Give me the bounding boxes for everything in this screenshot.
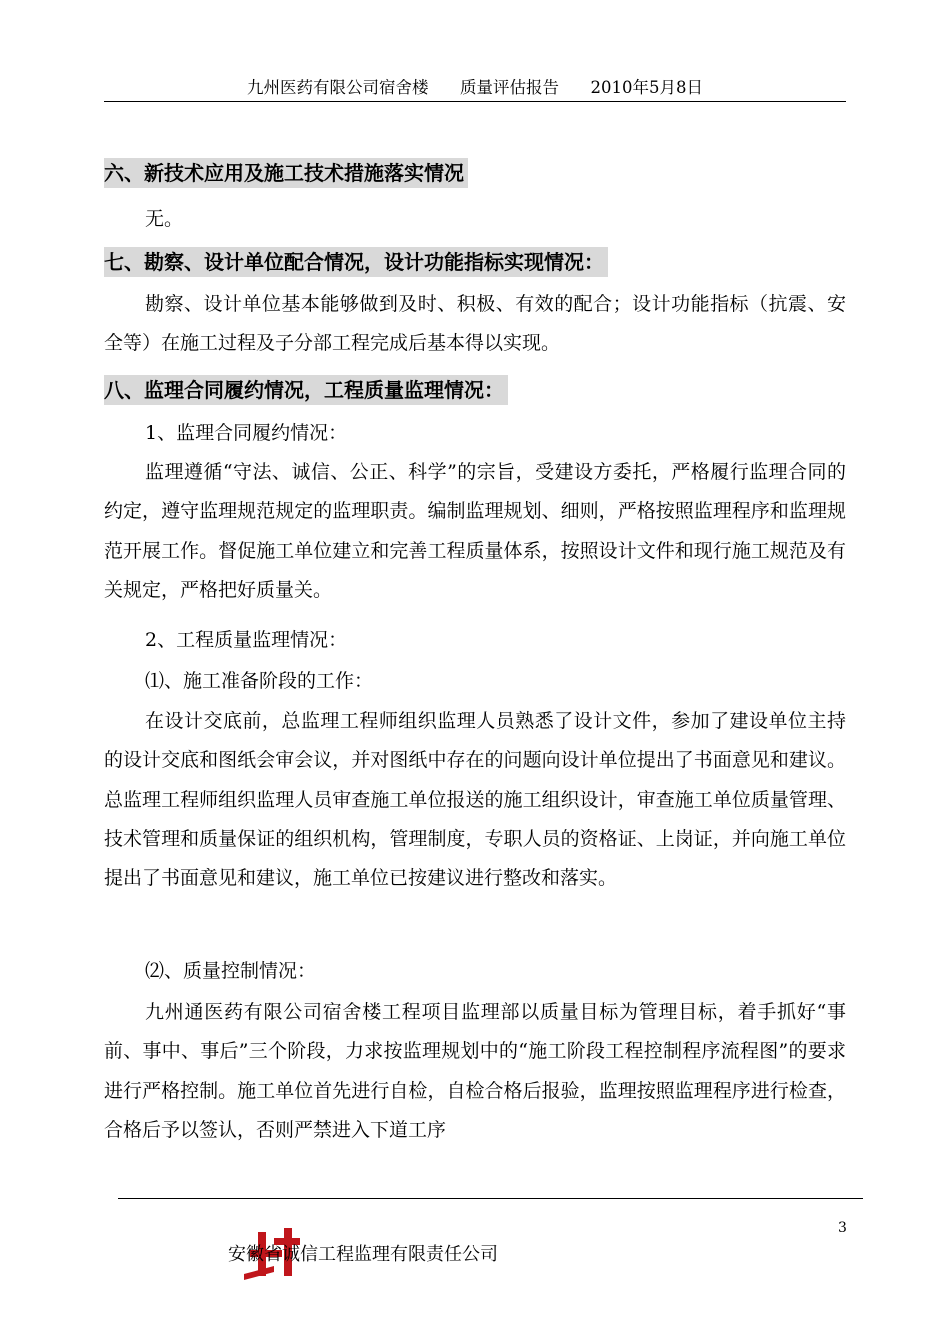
subsection-1-body: 监理遵循“守法、诚信、公正、科学”的宗旨，受建设方委托，严格履行监理合同的约定，遵守监理规范规定的监理职责。编制监理规划、细则，严格按照监理程序和监理规范开展工作。督促施工单位建立和完善工程质量体系，按照设计文件和现行施工规范及有关规定，严格把好质量关。 [104, 461, 846, 601]
section-7-body: 勘察、设计单位基本能够做到及时、积极、有效的配合；设计功能指标（抗震、安全等）在施工过程及子分部工程完成后基本得以实现。 [104, 293, 846, 355]
item-1-title: ⑴、施工准备阶段的工作： [145, 670, 374, 692]
company-name: 安徽省诚信工程监理有限责任公司 [228, 1244, 498, 1265]
footer-divider [118, 1198, 863, 1199]
section-6-body: 无。 [145, 208, 184, 230]
item-2-body: 九州通医药有限公司宿舍楼工程项目监理部以质量目标为管理目标，着手抓好“事前、事中、事后”三个阶段，力求按监理规划中的“施工阶段工程控制程序流程图”的要求进行严格控制。施工单位首先进行自检，自检合格后报验，监理按照监理程序进行检查，合格后予以签认，否则严禁进入下道工序 [104, 1001, 846, 1141]
header-divider [104, 101, 846, 102]
subsection-1-title: 1、监理合同履约情况： [145, 422, 348, 444]
item-2-title: ⑵、质量控制情况： [145, 960, 317, 982]
section-8-heading: 八、监理合同履约情况，工程质量监理情况： [104, 375, 508, 405]
page-header [104, 76, 846, 100]
header-date: 2010年5月8日 [590, 78, 703, 97]
header-project: 九州医药有限公司宿舍楼 [247, 78, 429, 97]
subsection-2-title: 2、工程质量监理情况： [145, 629, 348, 651]
section-6-heading: 六、新技术应用及施工技术措施落实情况 [104, 158, 468, 188]
item-1-body: 在设计交底前，总监理工程师组织监理人员熟悉了设计文件，参加了建设单位主持的设计交底和图纸会审会议，并对图纸中存在的问题向设计单位提出了书面意见和建议。总监理工程师组织监理人员审查施工单位报送的施工组织设计，审查施工单位质量管理、技术管理和质量保证的组织机构，管理制度，专职人员的资格证、上岗证，并向施工单位提出了书面意见和建议，施工单位已按建议进行整改和落实。 [104, 710, 846, 890]
header-report: 质量评估报告 [460, 78, 559, 97]
section-7-heading: 七、勘察、设计单位配合情况，设计功能指标实现情况： [104, 247, 608, 277]
page-number: 3 [838, 1220, 847, 1236]
